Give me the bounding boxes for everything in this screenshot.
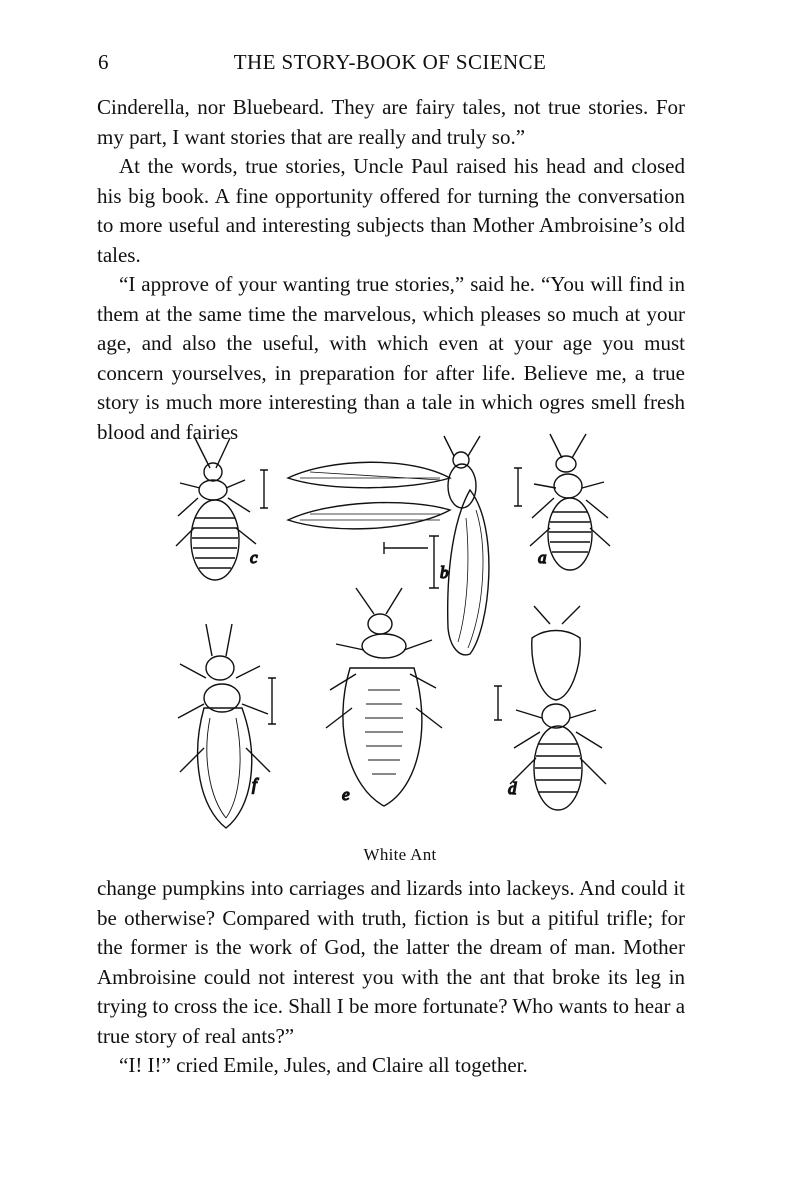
specimen-e	[326, 588, 442, 806]
figure-label-c: c	[250, 548, 258, 567]
specimen-b	[288, 436, 522, 655]
page-number: 6	[98, 50, 109, 74]
paragraph-true-stories: “I approve of your wanting true stories,” said he. “You will find in them at the same time the marvelous, which pleases so much at your age, and also the useful, with which even at your age you must concern yourselves, in preparation for after life. Believe me, a true story is much more interesting than a tale in which ogres smell fresh blood and fairies	[97, 272, 685, 444]
running-title: THE STORY-BOOK OF SCIENCE	[233, 50, 547, 74]
figure-label-e: e	[342, 785, 350, 804]
paragraph-children-reply: “I! I!” cried Emile, Jules, and Claire all together.	[119, 1053, 528, 1077]
figure-label-b: b	[440, 563, 449, 582]
white-ant-illustration	[170, 428, 750, 838]
paragraph-pumpkins: change pumpkins into carriages and lizards into lackeys. And could it be otherwise? Compared with truth, fiction is but a pitiful trifle; for the former is the work of God, the latter the dream of man. Mother Ambroisine could not interest you with the ant that broke its leg in trying to cross the ice. Shall I be more fortunate? Who wants to hear a true story of real ants?”	[97, 876, 686, 1048]
figure-caption: White Ant	[363, 845, 437, 864]
figure-label-a: a	[538, 548, 547, 567]
figure-label-d: d	[508, 779, 517, 798]
text-block-bottom	[97, 874, 685, 1081]
paragraph-continuation: Cinderella, nor Bluebeard. They are fairy tales, not true stories. For my part, I want stories that are really and truly so.”	[97, 95, 685, 149]
specimen-f	[178, 624, 276, 828]
page-header	[96, 50, 684, 80]
paragraph-uncle-paul: At the words, true stories, Uncle Paul raised his head and closed his big book. A fine opportunity offered for turning the conversation to more useful and interesting subjects than Mother Ambroisine’s old tales.	[97, 154, 685, 267]
text-block-top	[97, 93, 685, 447]
figure-label-f: f	[252, 775, 257, 794]
